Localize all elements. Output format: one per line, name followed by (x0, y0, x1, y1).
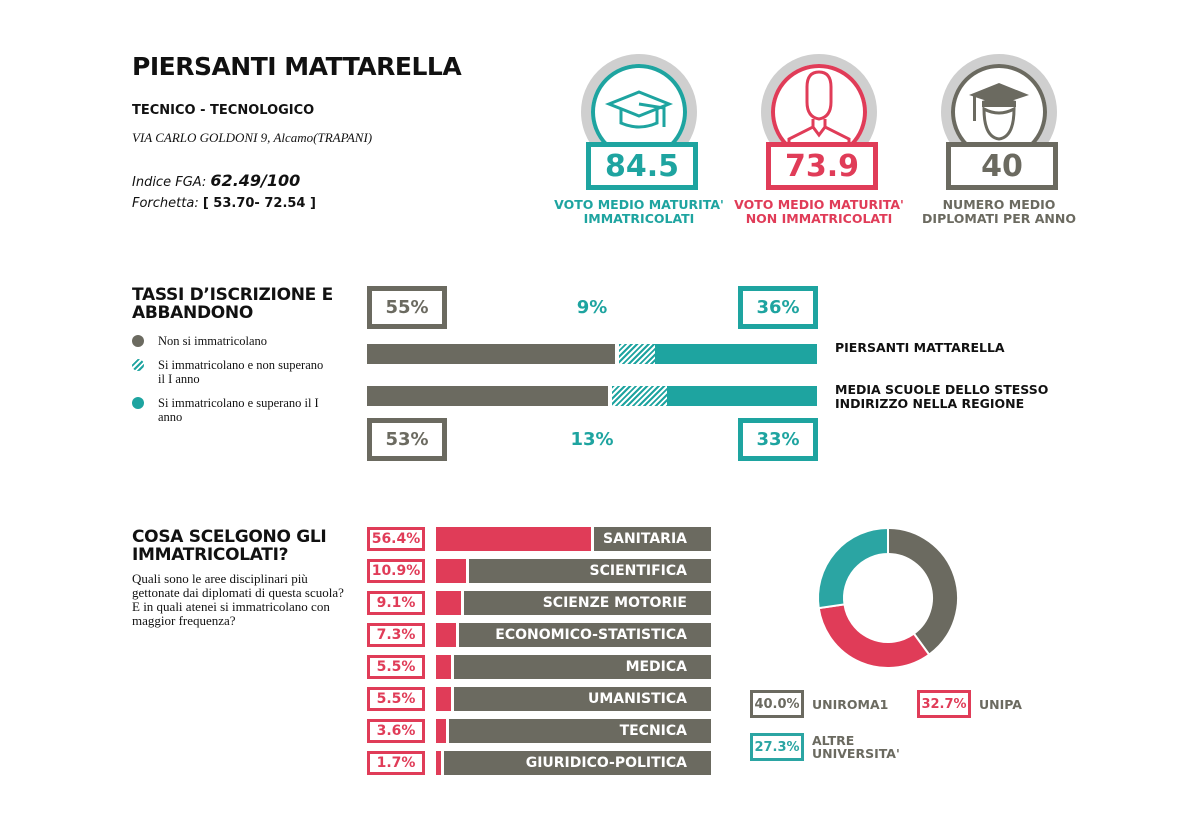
fork-value: [ 53.70- 72.54 ] (202, 196, 316, 211)
stacked-bar-region (367, 386, 817, 406)
desc-line: E in quali atenei si immatricolano con maggior frequenza? (132, 599, 330, 628)
area-pct: 5.5% (367, 655, 425, 679)
area-pct: 7.3% (367, 623, 425, 647)
area-value-bar (436, 527, 591, 551)
school-name: PIERSANTI MATTARELLA (132, 52, 462, 81)
fga-value: 62.49/100 (210, 171, 301, 190)
stat-value: 73.9 (766, 142, 878, 190)
universities-donut (810, 520, 970, 680)
pct-box: 36% (738, 286, 818, 329)
stat-label: VOTO MEDIO MATURITA' NON IMMATRICOLATI (734, 197, 904, 226)
segment-continue (655, 344, 817, 364)
stat-label: VOTO MEDIO MATURITA' IMMATRICOLATI (554, 197, 724, 226)
pct-value: 13% (557, 423, 627, 456)
uni-name: ALTRE UNIVERSITA' (812, 733, 900, 761)
segment-continue (667, 386, 817, 406)
legend-label: Si immatricolano e non superano il I anno (158, 358, 324, 386)
area-name: ECONOMICO-STATISTICA (459, 623, 711, 647)
area-bar (436, 655, 711, 679)
pct-box: 33% (738, 418, 818, 461)
uni-pct: 27.3% (750, 733, 804, 761)
area-value-bar (436, 719, 446, 743)
school-address: VIA CARLO GOLDONI 9, Alcamo(TRAPANI) (132, 130, 373, 145)
choices-description (132, 572, 347, 628)
area-bar (436, 623, 711, 647)
legend-label: Si immatricolano e superano il I anno (158, 396, 319, 424)
area-name: TECNICA (449, 719, 711, 743)
area-pct: 1.7% (367, 751, 425, 775)
area-name: GIURIDICO-POLITICA (444, 751, 711, 775)
uni-legend-item (917, 690, 1022, 718)
pct-box (552, 286, 632, 329)
uni-pct: 32.7% (917, 690, 971, 718)
area-name: SCIENTIFICA (469, 559, 711, 583)
area-name: UMANISTICA (454, 687, 711, 711)
area-row (367, 655, 711, 679)
area-row (367, 591, 711, 615)
pct-box: 53% (367, 418, 447, 461)
area-bar (436, 559, 711, 583)
fork-label: Forchetta: (132, 196, 199, 211)
desc-line: Quali sono le aree disciplinari più gettonate dai diplomati di questa scuola? (132, 571, 344, 600)
area-bar (436, 687, 711, 711)
area-pct: 5.5% (367, 687, 425, 711)
uni-name: UNIPA (979, 696, 1022, 712)
stacked-bar-school (367, 344, 817, 364)
area-bar (436, 591, 711, 615)
stat-value: 40 (946, 142, 1058, 190)
area-pct: 3.6% (367, 719, 425, 743)
area-row (367, 623, 711, 647)
uni-legend-item (750, 690, 888, 718)
area-row (367, 687, 711, 711)
fga-label: Indice FGA: (132, 175, 207, 190)
area-row (367, 719, 711, 743)
legend-item (132, 334, 332, 348)
area-row (367, 751, 711, 775)
legend-item (132, 396, 332, 424)
area-value-bar (436, 751, 441, 775)
school-type: TECNICO - TECNOLOGICO (132, 103, 315, 118)
area-row (367, 527, 711, 551)
stat-value: 84.5 (586, 142, 698, 190)
segment-dropout (608, 386, 667, 406)
area-value-bar (436, 687, 451, 711)
area-bar (436, 719, 711, 743)
area-name: SCIENZE MOTORIE (464, 591, 711, 615)
area-name: MEDICA (454, 655, 711, 679)
uni-name: UNIROMA1 (812, 696, 889, 712)
area-pct: 10.9% (367, 559, 425, 583)
segment-not-enrolled (367, 344, 615, 364)
area-bar (436, 751, 711, 775)
choices-title: COSA SCELGONO GLI IMMATRICOLATI? (132, 527, 327, 565)
legend-item (132, 358, 332, 386)
enrollment-legend (132, 334, 332, 424)
area-value-bar (436, 591, 461, 615)
area-value-bar (436, 655, 451, 679)
area-pct: 56.4% (367, 527, 425, 551)
uni-legend-item (750, 733, 900, 761)
area-bar (436, 527, 711, 551)
area-name: SANITARIA (594, 527, 711, 551)
stat-label: NUMERO MEDIO DIPLOMATI PER ANNO (922, 197, 1076, 226)
pct-value: 9% (557, 291, 627, 324)
donut-slice (819, 604, 929, 668)
bar-label: PIERSANTI MATTARELLA (835, 340, 1005, 355)
segment-not-enrolled (367, 386, 608, 406)
pct-box (552, 418, 632, 461)
area-value-bar (436, 559, 466, 583)
area-value-bar (436, 623, 456, 647)
pct-box: 55% (367, 286, 447, 329)
area-pct: 9.1% (367, 591, 425, 615)
bar-label: MEDIA SCUOLE DELLO STESSO INDIRIZZO NELLA REGIONE (835, 382, 1049, 411)
fga-index (132, 171, 300, 190)
uni-pct: 40.0% (750, 690, 804, 718)
area-row (367, 559, 711, 583)
donut-slice (888, 528, 958, 655)
legend-label: Non si immatricolano (158, 334, 268, 348)
segment-dropout (615, 344, 656, 364)
donut-slice (818, 528, 888, 608)
enrollment-title: TASSI D’ISCRIZIONE E ABBANDONO (132, 285, 333, 323)
fork-range (132, 196, 316, 211)
